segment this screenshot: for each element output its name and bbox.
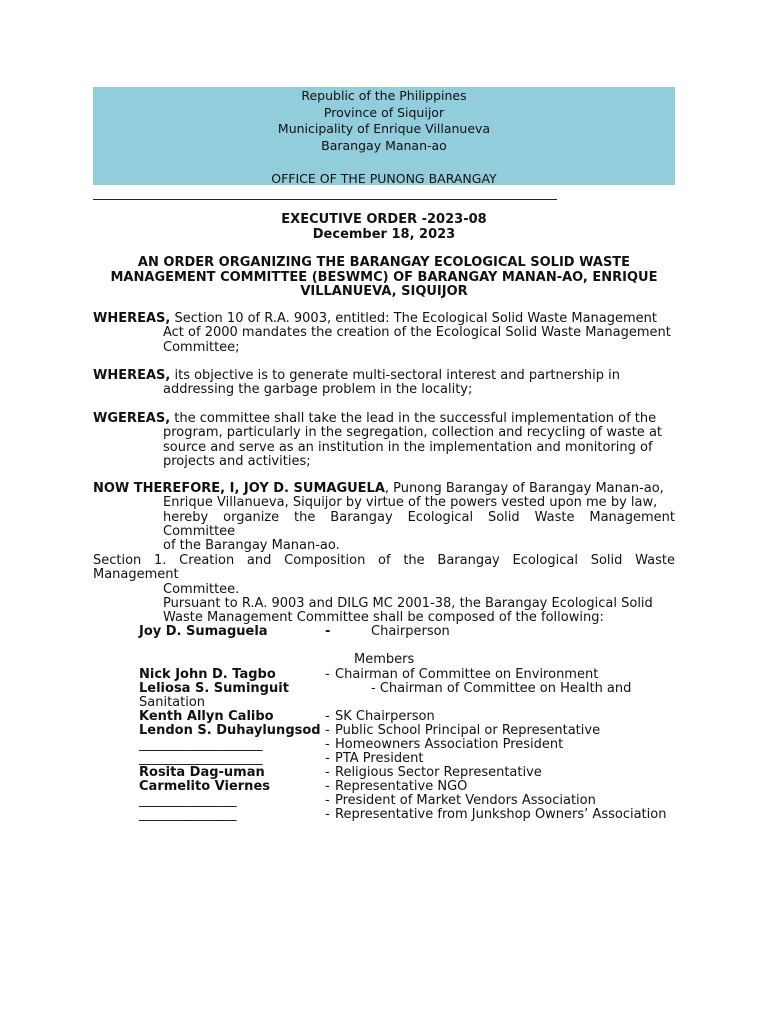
member-name-blank: ___________________	[139, 751, 263, 766]
letterhead	[93, 87, 675, 185]
clause-text: the committee shall take the lead in the successful implementation of the	[170, 411, 657, 426]
member-dash: -	[325, 624, 331, 639]
now-therefore-clause	[93, 482, 675, 553]
member-role: Chairman of Committee on Environment	[335, 667, 599, 682]
section-text: Pursuant to R.A. 9003 and DILG MC 2001-38, the Barangay Ecological Solid	[163, 595, 653, 611]
members-heading: Members	[354, 652, 415, 667]
order-title-line: MANAGEMENT COMMITTEE (BESWMC) OF BARANGAY MANAN-AO, ENRIQUE	[110, 269, 658, 285]
member-role: Representative NGO	[335, 779, 468, 794]
clause-text: hereby organize the Barangay Ecological Solid Waste Management Committee	[163, 509, 675, 539]
member-name: Lendon S. Duhaylungsod	[139, 723, 321, 738]
order-title-line: AN ORDER ORGANIZING THE BARANGAY ECOLOGICAL SOLID WASTE	[137, 255, 631, 270]
clause-text: of the Barangay Manan-ao.	[163, 538, 340, 554]
letterhead-spacer	[93, 154, 675, 171]
letterhead-line: Barangay Manan-ao	[321, 137, 447, 153]
member-role: Representative from Junkshop Owners’ Association	[335, 807, 667, 822]
section-text: Committee.	[163, 581, 240, 597]
letterhead-line: Province of Siquijor	[323, 104, 445, 120]
clause-text: source and serve as an institution in the implementation and monitoring of	[163, 439, 653, 455]
member-dash: -	[325, 793, 330, 808]
member-name: Carmelito Viernes	[139, 779, 270, 794]
member-role: SK Chairperson	[335, 709, 435, 724]
clause-text: Enrique Villanueva, Siquijor by virtue of the powers vested upon me by law,	[163, 495, 658, 511]
letterhead-line: Municipality of Enrique Villanueva	[277, 121, 491, 136]
member-role: PTA President	[335, 751, 424, 766]
member-dash: -	[325, 779, 330, 794]
whereas-clause-3	[93, 412, 675, 469]
member-name: Nick John D. Tagbo	[139, 667, 276, 682]
section-heading: Section 1. Creation and Composition of the Barangay Ecological Solid Waste Management	[93, 553, 675, 583]
member-role: President of Market Vendors Association	[335, 793, 596, 808]
order-number: EXECUTIVE ORDER -2023-08	[281, 212, 487, 227]
clause-text: Act of 2000 mandates the creation of the Ecological Solid Waste Management	[163, 325, 671, 341]
member-name: Kenth Allyn Calibo	[139, 709, 274, 724]
order-date: December 18, 2023	[312, 226, 456, 242]
member-dash: -	[325, 737, 330, 752]
clause-text: its objective is to generate multi-sectoral interest and partnership in	[170, 368, 620, 383]
member-name-blank: _______________	[139, 807, 237, 822]
member-role: Sanitation	[139, 695, 206, 710]
order-heading	[93, 213, 675, 242]
member-dash: -	[325, 723, 330, 738]
member-name-blank: ___________________	[139, 737, 263, 752]
member-name: Leliosa S. Suminguit	[139, 681, 289, 696]
member-dash: -	[325, 807, 330, 822]
member-name: Joy D. Sumaguela	[139, 624, 268, 639]
member-dash: -	[325, 667, 330, 682]
section-text: Waste Management Committee shall be composed of the following:	[163, 610, 604, 626]
letterhead-line: Republic of the Philippines	[301, 88, 467, 103]
clause-text: Section 10 of R.A. 9003, entitled: The Ecological Solid Waste Management	[170, 311, 658, 326]
whereas-clause-2	[93, 369, 675, 398]
order-title-line: VILLANUEVA, SIQUIJOR	[300, 284, 468, 299]
clause-lead: WHEREAS,	[93, 311, 171, 326]
office-name: OFFICE OF THE PUNONG BARANGAY	[271, 170, 497, 186]
member-role: Public School Principal or Representative	[335, 723, 601, 738]
clause-text: addressing the garbage problem in the locality;	[163, 382, 473, 398]
clause-text: projects and activities;	[163, 453, 311, 469]
clause-text: , Punong Barangay of Barangay Manan-ao,	[384, 481, 664, 496]
member-dash: -	[325, 765, 330, 780]
member-name: Rosita Dag-uman	[139, 765, 265, 780]
clause-text: program, particularly in the segregation, collection and recycling of waste at	[163, 425, 663, 441]
clause-lead: NOW THEREFORE, I, JOY D. SUMAGUELA	[93, 481, 385, 496]
member-dash: -	[325, 709, 330, 724]
member-name-blank: _______________	[139, 793, 237, 808]
clause-lead: WGEREAS,	[93, 411, 171, 426]
member-role: Religious Sector Representative	[335, 765, 542, 780]
member-role: Homeowners Association President	[335, 737, 564, 752]
separator-line	[93, 199, 557, 200]
section-1	[93, 554, 675, 625]
member-role: Chairperson	[371, 624, 450, 639]
member-dash: -	[325, 751, 330, 766]
order-title	[93, 256, 675, 300]
clause-lead: WHEREAS,	[93, 368, 171, 383]
clause-text: Committee;	[163, 339, 240, 355]
whereas-clause-1	[93, 312, 675, 355]
member-role: - Chairman of Committee on Health and	[371, 681, 632, 696]
